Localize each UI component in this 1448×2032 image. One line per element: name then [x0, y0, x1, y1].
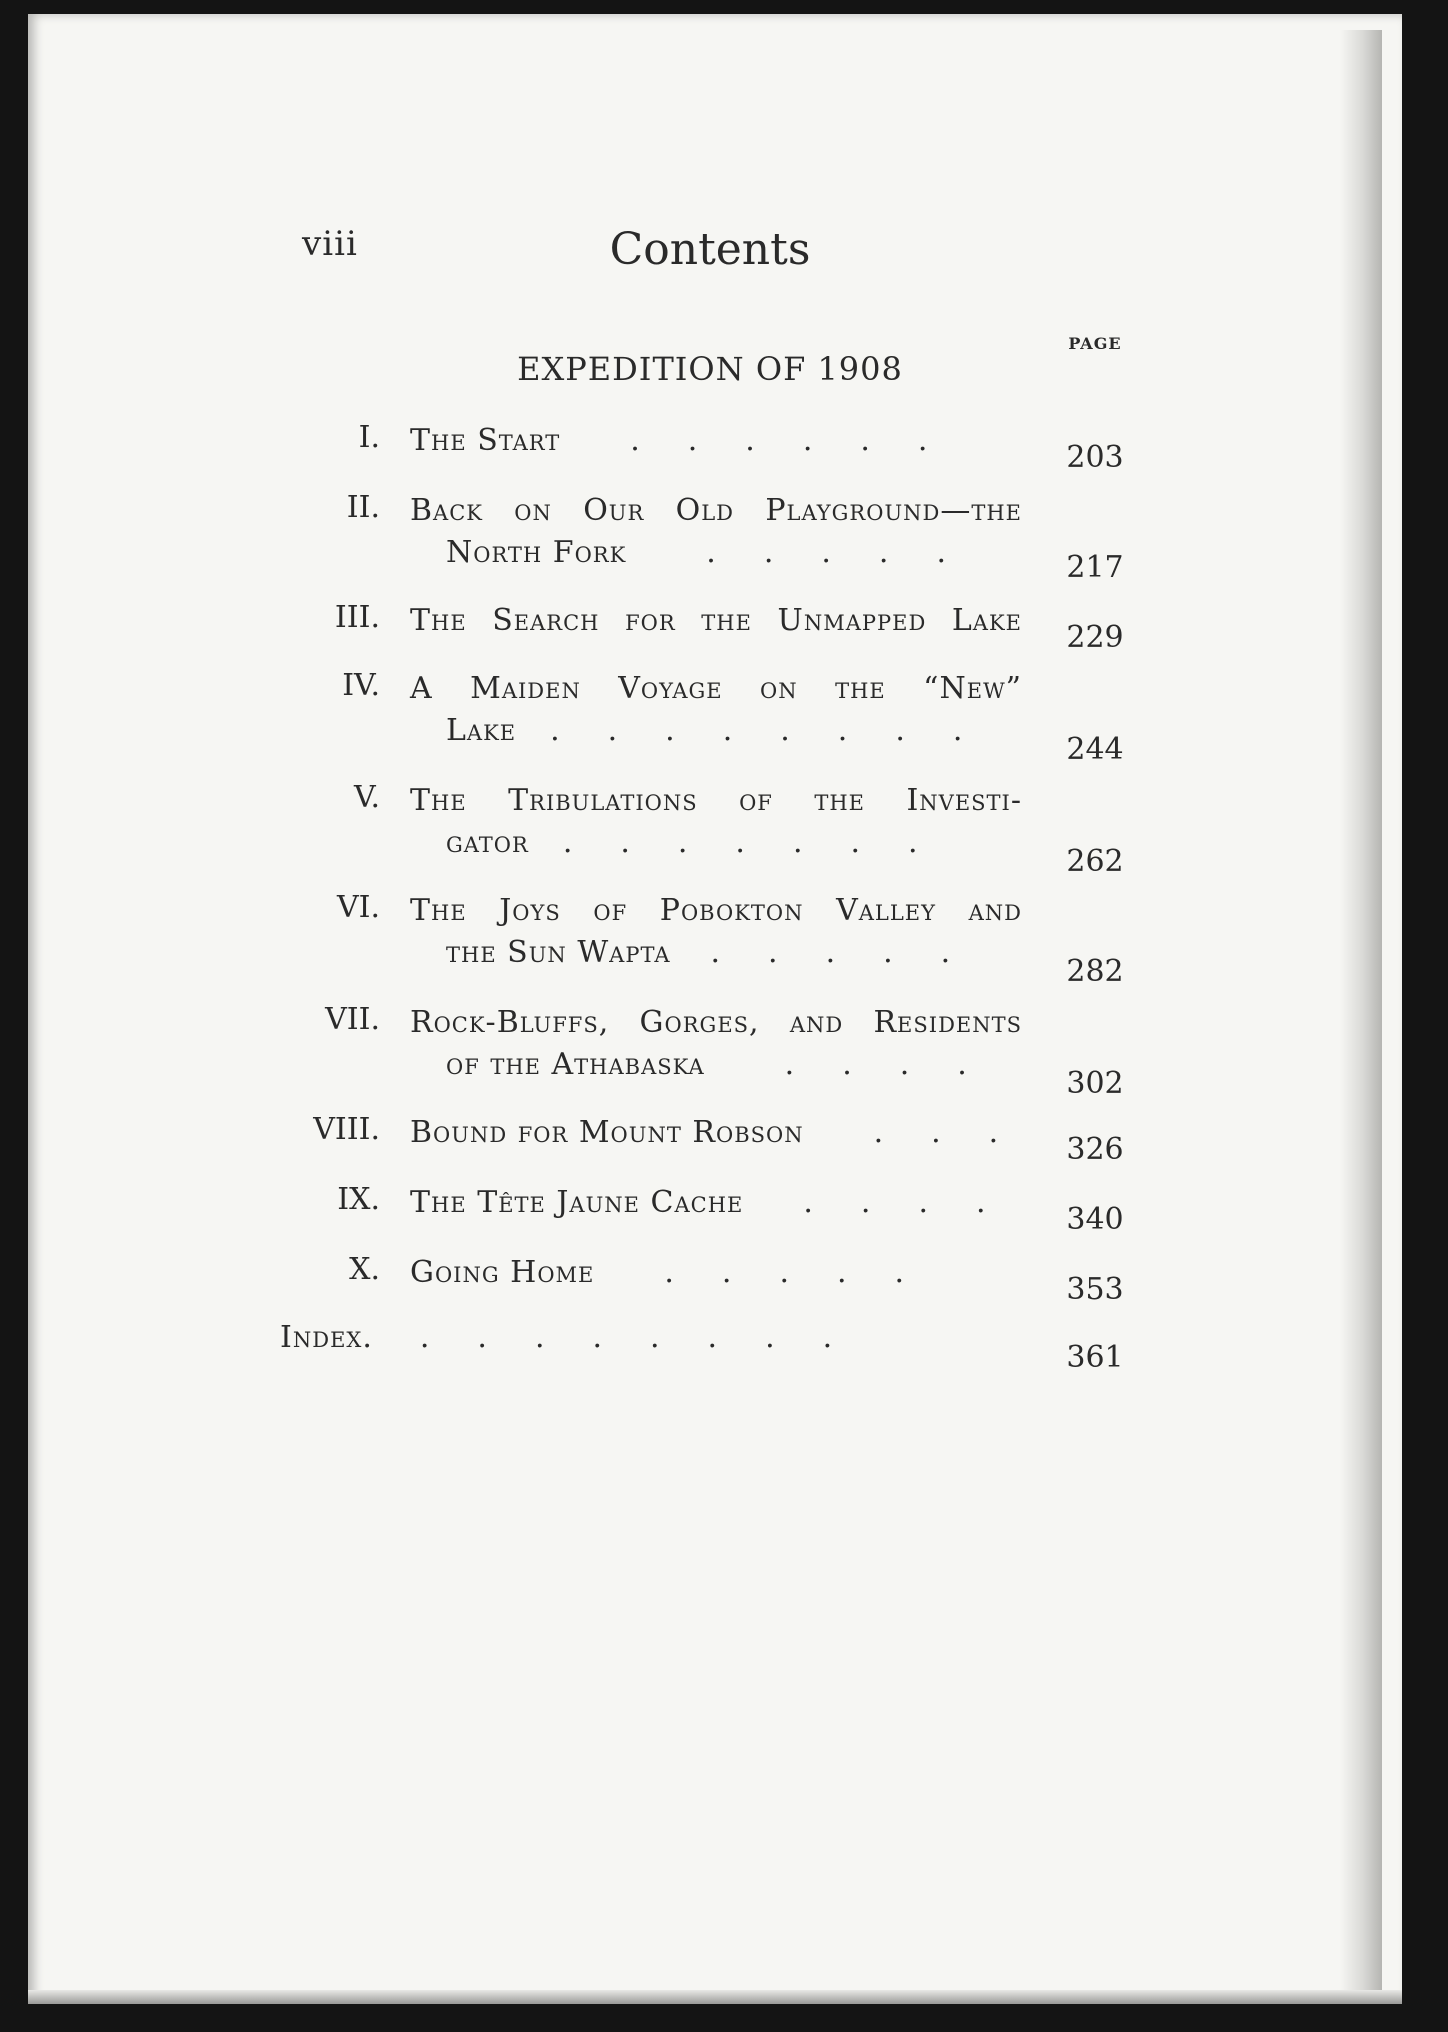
page-number: 203 — [1066, 440, 1124, 475]
page-number: 326 — [1066, 1132, 1124, 1167]
chapter-title: The Search for the Unmapped Lake — [410, 603, 1022, 638]
chapter-number: VIII. — [313, 1112, 380, 1147]
toc-index-entry[interactable] — [280, 1320, 880, 1355]
leader-dots: ........ — [550, 713, 1011, 748]
chapter-title: Rock-Bluffs, Gorges, and Residents of the Athabaska .... — [410, 1005, 1022, 1082]
chapter-number: IX. — [337, 1182, 380, 1217]
chapter-title: Back on Our Old Playground—the North Fork ..... — [410, 493, 1022, 570]
chapter-number: VI. — [336, 890, 380, 925]
chapter-number: III. — [334, 600, 380, 635]
chapter-title: Going Home ..... — [410, 1255, 953, 1290]
leader-dots: ....... — [562, 825, 966, 860]
page-number: 229 — [1066, 620, 1124, 655]
section-heading: EXPEDITION OF 1908 — [517, 350, 903, 388]
page-number-folio: viii — [302, 224, 358, 264]
chapter-title: The Tête Jaune Cache .... — [410, 1185, 1034, 1220]
chapter-number: V. — [354, 780, 380, 815]
page-column-label: PAGE — [1068, 334, 1122, 353]
leader-dots: ... — [873, 1115, 1047, 1150]
chapter-title: A Maiden Voyage on the “New” Lake ........ — [410, 671, 1022, 748]
leader-dots: ..... — [710, 935, 999, 970]
leader-dots: ......... — [362, 1320, 881, 1355]
page-right-edge — [1340, 30, 1382, 2000]
chapter-number: X. — [349, 1252, 380, 1287]
page-number: 353 — [1066, 1272, 1124, 1307]
chapter-title: The Start ...... — [410, 423, 976, 458]
index-label: Index — [280, 1320, 363, 1355]
leader-dots: .... — [784, 1047, 1015, 1082]
leader-dots: ...... — [630, 423, 976, 458]
page-number: 244 — [1066, 732, 1124, 767]
leader-dots: ..... — [664, 1255, 953, 1290]
chapter-title: Bound for Mount Robson ... — [410, 1115, 1047, 1150]
page-title: Contents — [609, 224, 811, 275]
chapter-title: The Tribulations of the Investi- gator ....... — [410, 783, 1022, 860]
leader-dots: .... — [803, 1185, 1034, 1220]
page-number: 217 — [1066, 550, 1124, 585]
chapter-number: IV. — [342, 668, 380, 703]
chapter-number: VII. — [325, 1002, 380, 1037]
chapter-title: The Joys of Pobokton Valley and the Sun Wapta ..... — [410, 893, 1022, 970]
page-number: 302 — [1066, 1066, 1124, 1101]
page-number: 340 — [1066, 1202, 1124, 1237]
page-bottom-edge — [28, 1990, 1402, 2004]
chapter-number: I. — [358, 420, 380, 455]
leader-dots: ..... — [706, 535, 994, 570]
page-number: 282 — [1066, 954, 1124, 989]
chapter-number: II. — [346, 490, 380, 525]
page-number: 262 — [1066, 844, 1124, 879]
page-number: 361 — [1066, 1340, 1124, 1375]
